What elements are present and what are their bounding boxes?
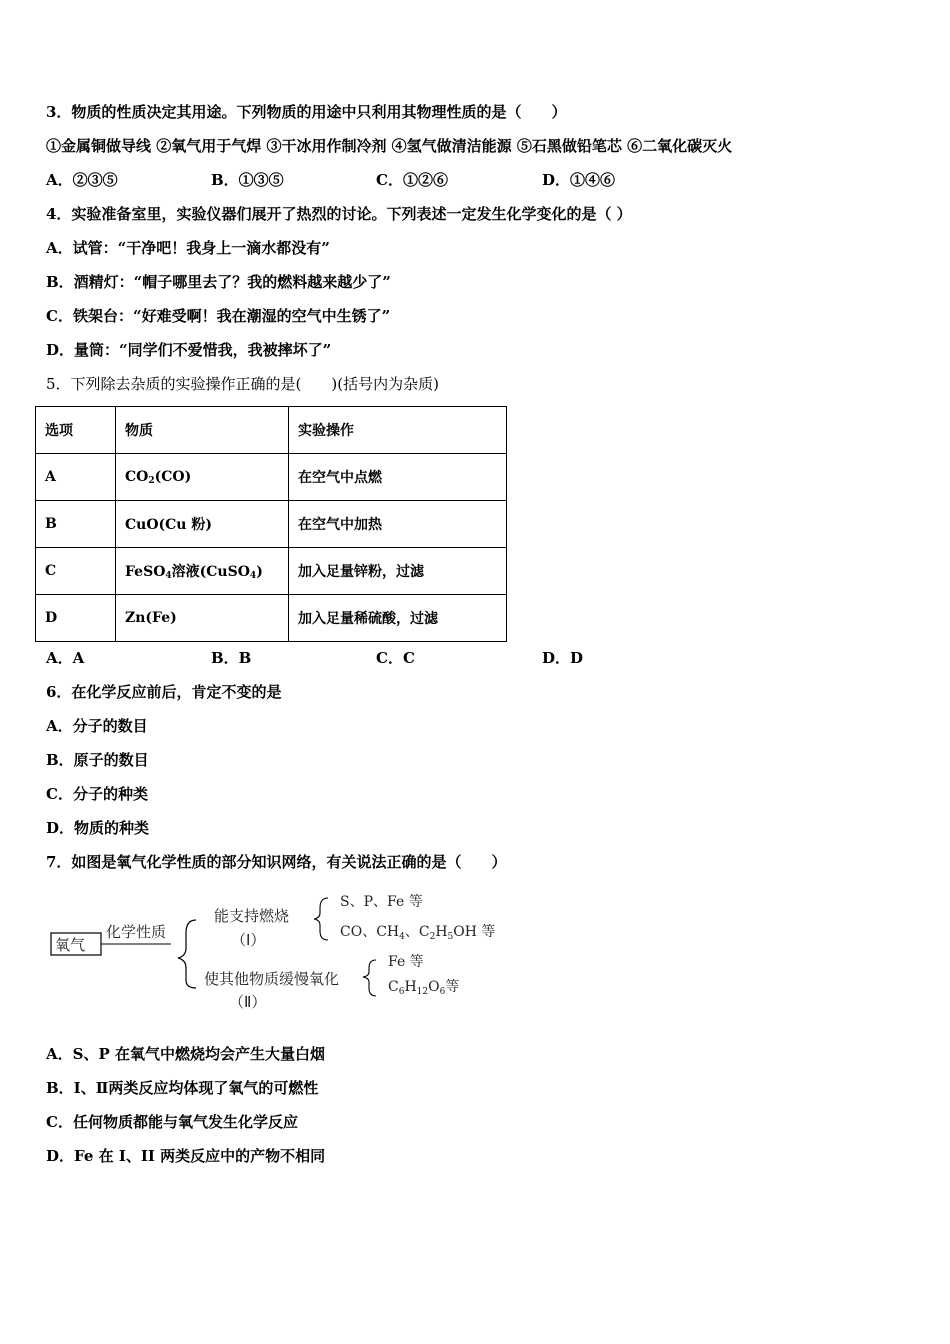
q5-table [35,406,507,642]
header-operation: 实验操作 [289,407,507,454]
branch1-brace [314,898,328,940]
row-operation: 加入足量锌粉，过滤 [289,548,507,595]
branch1-number: （Ⅰ） [231,931,266,949]
q7-option-a[interactable]: A．S、P 在氧气中燃烧均会产生大量白烟 [46,1045,325,1063]
row-option: B [36,501,116,548]
q4-option-a[interactable]: A．试管：“干净吧！我身上一滴水都没有” [46,239,330,257]
main-brace [178,920,196,988]
q5-option-c[interactable]: C．C [376,649,415,667]
row-substance: Zn(Fe) [116,595,289,642]
row-substance: $CO_2(CO)$ [116,454,289,501]
q4-option-d[interactable]: D．量筒：“同学们不爱惜我，我被摔坏了” [46,341,332,359]
q6-option-b[interactable]: B．原子的数目 [46,751,149,769]
branch2-item1: Fe 等 [388,954,424,970]
branch1-item1: S、P、Fe 等 [340,894,423,910]
branch2-brace [363,960,376,996]
q6-option-a[interactable]: A．分子的数目 [46,717,148,735]
q5-option-b[interactable]: B．B [211,649,252,667]
branch1-item2: CO、$CH_4$、$C_2H_5OH$ 等 [340,924,496,942]
q4-option-c[interactable]: C．铁架台：“好难受啊！我在潮湿的空气中生锈了” [46,307,391,325]
row-substance: CuO(Cu 粉) [116,501,289,548]
header-substance: 物质 [116,407,289,454]
branch1-title: 能支持燃烧 [214,907,290,925]
row-option: C [36,548,116,595]
q3-option-d[interactable]: D．①④⑥ [542,171,616,189]
q3-option-c[interactable]: C．①②⑥ [376,171,448,189]
q5-stem: 5．下列除去杂质的实验操作正确的是( )(括号内为杂质) [46,375,439,393]
q5-option-a[interactable]: A．A [46,649,85,667]
q7-option-d[interactable]: D．Fe 在 I、II 两类反应中的产物不相同 [46,1147,326,1165]
row-substance: FeSO$_4$溶液(CuSO$_4$) [116,548,289,595]
row-operation: 加入足量稀硫酸，过滤 [289,595,507,642]
row-option: A [36,454,116,501]
q5-option-d[interactable]: D．D [542,649,584,667]
q7-stem: 7．如图是氧气化学性质的部分知识网络，有关说法正确的是（ ） [46,853,507,871]
branch2-item2: $C_6H_{12}O_6$等 [388,979,460,997]
q3-stem: 3．物质的性质决定其用途。下列物质的用途中只利用其物理性质的是（ ） [46,103,567,121]
table-row [36,454,507,501]
q7-option-b[interactable]: B．I、Ⅱ两类反应均体现了氧气的可燃性 [46,1079,319,1097]
q4-stem: 4．实验准备室里，实验仪器们展开了热烈的讨论。下列表述一定发生化学变化的是（ ） [46,205,632,223]
q4-option-b[interactable]: B．酒精灯：“帽子哪里去了？我的燃料越来越少了” [46,273,391,291]
q6-option-c[interactable]: C．分子的种类 [46,785,148,803]
branch2-number: （Ⅱ） [229,993,267,1011]
row-operation: 在空气中加热 [289,501,507,548]
table-row [36,548,507,595]
q3-items: ①金属铜做导线 ②氧气用于气焊 ③干冰用作制冷剂 ④氢气做清洁能源 ⑤石黑做铅笔芯 ⑥二氧化碳灭火 [46,137,733,155]
row-option: D [36,595,116,642]
q3-option-a[interactable]: A．②③⑤ [46,171,118,189]
q6-stem: 6．在化学反应前后，肯定不变的是 [46,683,282,701]
table-header-row [36,407,507,454]
branch-label: 化学性质 [106,923,167,941]
table-row [36,501,507,548]
q6-option-d[interactable]: D．物质的种类 [46,819,150,837]
q7-option-c[interactable]: C．任何物质都能与氧气发生化学反应 [46,1113,298,1131]
oxygen-knowledge-diagram [46,888,516,1018]
root-label: 氧气 [55,936,86,954]
table-row [36,595,507,642]
row-operation: 在空气中点燃 [289,454,507,501]
header-option: 选项 [36,407,116,454]
branch2-title: 使其他物质缓慢氧化 [204,970,340,988]
q3-option-b[interactable]: B．①③⑤ [211,171,284,189]
